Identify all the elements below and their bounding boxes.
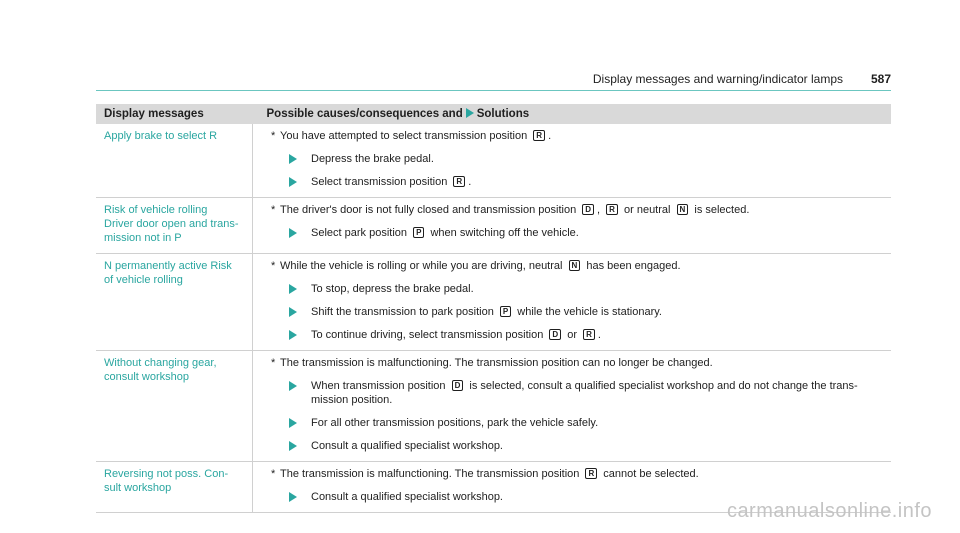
- cause-text: You have attempted to select transmission position: [280, 130, 531, 142]
- cause-solution-cell: [253, 254, 892, 351]
- table-row: [96, 124, 891, 198]
- arrow-icon: [289, 228, 297, 238]
- page-number: 587: [870, 72, 891, 86]
- gear-d-icon: D: [549, 329, 561, 340]
- cause: [271, 203, 883, 217]
- table-row: [96, 351, 891, 462]
- cause-text: While the vehicle is rolling or while you are driving, neutral: [280, 260, 566, 272]
- cause: [271, 356, 883, 370]
- solution-step: [271, 439, 883, 453]
- cause-text: is selected.: [691, 204, 750, 216]
- gear-n-icon: N: [569, 260, 581, 271]
- solution-step: [271, 282, 883, 296]
- asterisk-icon: *: [271, 357, 276, 369]
- solution-step: [271, 152, 883, 166]
- solution-step: [271, 328, 883, 342]
- message-line: N permanently active Risk: [104, 260, 232, 272]
- display-message: [96, 462, 253, 513]
- cause-text: or neutral: [620, 204, 674, 216]
- solution-step: [271, 175, 883, 189]
- col-header-display-messages: Display messages: [96, 104, 253, 124]
- gear-d-icon: D: [582, 204, 594, 215]
- cause-solution-cell: [253, 351, 892, 462]
- col-header-causes-label: Possible causes/consequences and: [266, 108, 463, 120]
- col-header-solutions-label: Solutions: [476, 108, 530, 120]
- gear-p-icon: P: [500, 306, 511, 317]
- step-text: Select park position: [311, 227, 411, 239]
- arrow-icon: [289, 418, 297, 428]
- step-text: mission position.: [311, 394, 393, 406]
- cause: [271, 259, 883, 273]
- step-text: Consult a qualified specialist workshop.: [311, 491, 503, 503]
- step-text: is selected, consult a qualified specialist workshop and do not change the trans-: [466, 380, 858, 392]
- display-message: [96, 124, 253, 198]
- step-text: while the vehicle is stationary.: [514, 306, 662, 318]
- solution-step: [271, 416, 883, 430]
- message-line: sult workshop: [104, 482, 172, 494]
- step-text: when switching off the vehicle.: [427, 227, 579, 239]
- cause-solution-cell: [253, 124, 892, 198]
- table-row: [96, 254, 891, 351]
- cause: [271, 467, 883, 481]
- display-message: [96, 198, 253, 254]
- asterisk-icon: *: [271, 468, 276, 480]
- asterisk-icon: *: [271, 130, 276, 142]
- message-line: Reversing not poss. Con-: [104, 468, 229, 480]
- gear-p-icon: P: [413, 227, 424, 238]
- arrow-icon: [289, 492, 297, 502]
- solution-step: [271, 379, 883, 407]
- arrow-icon: [289, 307, 297, 317]
- page-header: [96, 64, 891, 91]
- gear-r-icon: R: [533, 130, 545, 141]
- message-line: Apply brake to select R: [104, 130, 218, 142]
- cause-text: has been engaged.: [583, 260, 681, 272]
- cause-text: The driver's door is not fully closed and transmission position: [280, 204, 580, 216]
- col-header-causes: [253, 104, 892, 124]
- gear-d-icon: D: [452, 380, 464, 391]
- message-line: of vehicle rolling: [104, 274, 183, 286]
- gear-r-icon: R: [453, 176, 465, 187]
- arrow-icon: [289, 330, 297, 340]
- step-text: Select transmission position: [311, 176, 451, 188]
- asterisk-icon: *: [271, 204, 276, 216]
- message-line: Without changing gear,: [104, 357, 217, 369]
- arrow-icon: [289, 441, 297, 451]
- arrow-icon: [466, 108, 474, 118]
- cause-solution-cell: [253, 198, 892, 254]
- step-text: .: [597, 329, 601, 341]
- gear-r-icon: R: [583, 329, 595, 340]
- table-header-row: [96, 104, 891, 124]
- message-line: Risk of vehicle rolling: [104, 204, 208, 216]
- step-text: For all other transmission positions, park the vehicle safely.: [311, 417, 599, 429]
- gear-r-icon: R: [585, 468, 597, 479]
- table-row: [96, 198, 891, 254]
- step-text: When transmission position: [311, 380, 449, 392]
- display-message: [96, 254, 253, 351]
- message-line: Driver door open and trans-: [104, 218, 239, 230]
- step-text: or: [564, 329, 581, 341]
- step-text: To stop, depress the brake pedal.: [311, 283, 474, 295]
- asterisk-icon: *: [271, 260, 276, 272]
- arrow-icon: [289, 284, 297, 294]
- gear-n-icon: N: [677, 204, 689, 215]
- display-message: [96, 351, 253, 462]
- step-text: To continue driving, select transmission position: [311, 329, 547, 341]
- step-text: Consult a qualified specialist workshop.: [311, 440, 503, 452]
- watermark: carmanualsonline.info: [726, 500, 932, 522]
- cause-text: The transmission is malfunctioning. The transmission position can no longer be changed.: [280, 357, 713, 369]
- cause-text: .: [548, 130, 552, 142]
- cause-text: ,: [597, 204, 604, 216]
- section-title: Display messages and warning/indicator lamps: [592, 72, 843, 86]
- display-messages-table: [96, 104, 891, 513]
- arrow-icon: [289, 177, 297, 187]
- step-text: .: [468, 176, 472, 188]
- step-text: Shift the transmission to park position: [311, 306, 497, 318]
- arrow-icon: [289, 381, 297, 391]
- solution-step: [271, 226, 883, 240]
- step-text: Depress the brake pedal.: [311, 153, 434, 165]
- cause-text: cannot be selected.: [600, 468, 699, 480]
- message-line: mission not in P: [104, 232, 182, 244]
- cause: [271, 129, 883, 143]
- cause-text: The transmission is malfunctioning. The transmission position: [280, 468, 583, 480]
- arrow-icon: [289, 154, 297, 164]
- solution-step: [271, 305, 883, 319]
- message-line: consult workshop: [104, 371, 189, 383]
- gear-r-icon: R: [606, 204, 618, 215]
